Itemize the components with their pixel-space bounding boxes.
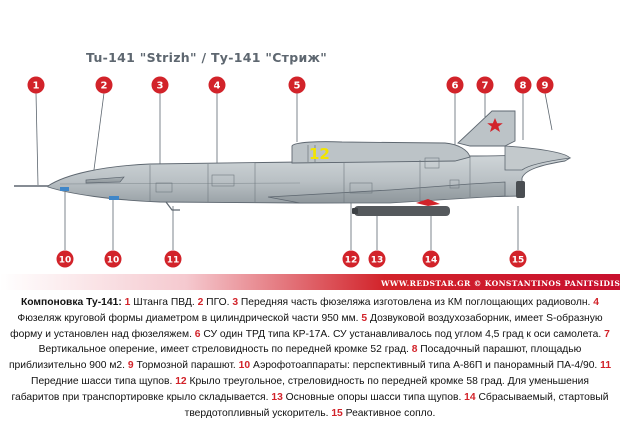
exhaust-nozzle [516, 181, 525, 198]
caption-items [9, 297, 611, 419]
camera-window [60, 187, 69, 191]
callout-bottom-7 [510, 251, 527, 268]
marker-label: 12 [344, 255, 358, 266]
vertical-tail [458, 111, 515, 146]
marker-label: 3 [156, 80, 164, 92]
marker-label: 15 [511, 255, 525, 266]
callout-top-6 [447, 77, 464, 94]
caption-item-text: Передние шасси типа щупов. [31, 375, 173, 387]
caption-item-number: 5 [358, 312, 370, 324]
callout-top-7 [477, 77, 494, 94]
marker-label: 10 [106, 255, 120, 266]
marker-label: 9 [541, 80, 549, 92]
marker-label: 2 [100, 80, 108, 92]
caption-item-number: 7 [601, 328, 610, 340]
callout-bottom-3 [165, 251, 182, 268]
marker-label: 10 [58, 255, 72, 266]
caption-item-text: Штанга ПВД. [133, 297, 195, 308]
marker-label: 6 [451, 80, 459, 92]
aircraft-drawing [14, 111, 570, 216]
callout-top-2 [96, 77, 113, 94]
marker-label: 1 [32, 80, 40, 92]
marker-label: 8 [519, 80, 527, 92]
marker-label: 11 [166, 255, 180, 266]
marker-label: 4 [213, 80, 221, 92]
caption-item-number: 14 [461, 391, 479, 403]
caption-item-number: 4 [590, 297, 600, 308]
caption-item-number: 3 [229, 297, 241, 308]
camera-window-2 [109, 196, 119, 200]
caption-item-text: ПГО. [206, 297, 230, 308]
callout-bottom-5 [369, 251, 386, 268]
callout-bottom-4 [343, 251, 360, 268]
caption-item-number: 11 [597, 360, 612, 372]
caption-item-number: 8 [408, 344, 421, 356]
callout-top-8 [515, 77, 532, 94]
caption-item-number: 1 [124, 297, 134, 308]
callout-top-3 [152, 77, 169, 94]
caption-item-text: Сбрасываемый, стартовый твердотопливный ускоритель. [184, 391, 609, 419]
caption-item-number: 2 [194, 297, 207, 308]
caption-item-number: 6 [191, 328, 204, 340]
caption-item-number: 10 [235, 360, 253, 372]
caption-item-number: 13 [268, 391, 286, 403]
callout-bottom-1 [57, 251, 74, 268]
caption-item-text: Аэрофотоаппараты: перспективный типа А-86П и панорамный ПА-4/90. [252, 360, 598, 372]
callout-bottom-2 [105, 251, 122, 268]
callout-top-4 [209, 77, 226, 94]
caption-heading: Компоновка Ту-141: [20, 297, 122, 308]
caption-item-text: СУ один ТРД типа КР-17А. СУ устанавливалось под углом 4,5 град к оси самолета. [203, 328, 602, 340]
booster [354, 206, 450, 216]
callout-top-5 [289, 77, 306, 94]
caption-item-text: Крыло треугольное, стреловидность по передней кромке 58 град. Для уменьшения габаритов при транспортировке крыло складывается. [11, 375, 589, 403]
callout-top-9 [537, 77, 554, 94]
caption-item-text: Основные опоры шасси типа щупов. [285, 391, 462, 403]
caption-item-text: Фюзеляж круговой формы диаметром в цилиндрической части 950 мм. [17, 312, 359, 324]
caption-item-text: Передняя часть фюзеляжа изготовлена из КМ поглощающих радиоволн. [240, 297, 591, 308]
caption-item-number: 12 [172, 375, 190, 387]
caption-item-text: Реактивное сопло. [345, 407, 436, 419]
marker-label: 5 [293, 80, 301, 92]
tail-number: 12 [309, 145, 330, 163]
caption-item-text: Посадочный парашют, площадью приблизительно 900 м2. [8, 344, 582, 372]
diagram-title: Tu-141 "Strizh" / Ту-141 "Стриж" [86, 50, 328, 65]
caption-item-number: 9 [125, 360, 137, 372]
caption-item-text: Дозвуковой воздухозаборник, имеет S-образную форму и установлен над фюзеляжем. [10, 312, 603, 340]
marker-label: 7 [481, 80, 489, 92]
caption [6, 295, 614, 421]
callout-top-1 [28, 77, 45, 94]
marker-label: 13 [370, 255, 384, 266]
caption-item-text: Тормозной парашют. [136, 360, 236, 372]
credit-text: WWW.REDSTAR.GR © KONSTANTINOS PANITSIDIS [381, 279, 620, 288]
marker-label: 14 [424, 255, 438, 266]
caption-item-text: Вертикальное оперение, имеет стреловидность по передней кромке 52 град. [38, 344, 409, 356]
caption-item-number: 15 [328, 407, 346, 419]
callout-bottom-6 [423, 251, 440, 268]
